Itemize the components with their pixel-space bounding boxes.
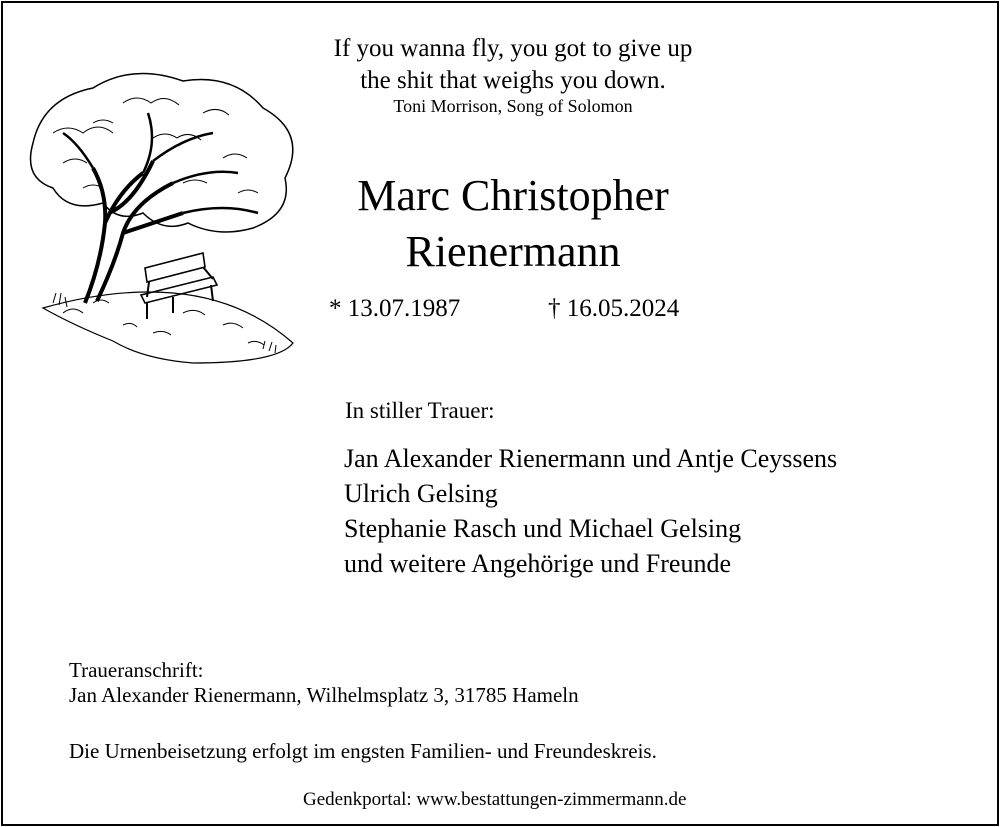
death-date: † 16.05.2024 bbox=[548, 295, 680, 322]
burial-note: Die Urnenbeisetzung erfolgt im engsten Familien- und Freundeskreis. bbox=[69, 739, 657, 763]
address-value: Jan Alexander Rienermann, Wilhelmsplatz 3, 31785 Hameln bbox=[69, 683, 579, 707]
deceased-surname: Rienermann bbox=[405, 227, 621, 276]
mourner-line: Jan Alexander Rienermann und Antje Ceyssens bbox=[344, 444, 838, 473]
quote bbox=[333, 33, 693, 97]
birth-date: * 13.07.1987 bbox=[329, 295, 461, 322]
memorial-portal: Gedenkportal: www.bestattungen-zimmermann.de bbox=[303, 789, 687, 810]
deceased-first-names: Marc Christopher bbox=[357, 171, 669, 220]
quote-line-1: If you wanna fly, you got to give up bbox=[333, 35, 693, 62]
obituary-frame bbox=[1, 1, 999, 826]
address-label: Traueranschrift: bbox=[69, 658, 204, 682]
mourner-line: Ulrich Gelsing bbox=[344, 479, 498, 508]
grief-label: In stiller Trauer: bbox=[345, 398, 495, 423]
deceased-name bbox=[293, 168, 733, 280]
quote-line-2: the shit that weighs you down. bbox=[360, 67, 666, 94]
tree-with-bench-illustration bbox=[23, 63, 303, 373]
quote-source: Toni Morrison, Song of Solomon bbox=[393, 96, 633, 116]
mourners-list bbox=[344, 441, 837, 581]
mourner-line: Stephanie Rasch und Michael Gelsing bbox=[344, 514, 742, 543]
mourner-line: und weitere Angehörige und Freunde bbox=[344, 549, 732, 578]
